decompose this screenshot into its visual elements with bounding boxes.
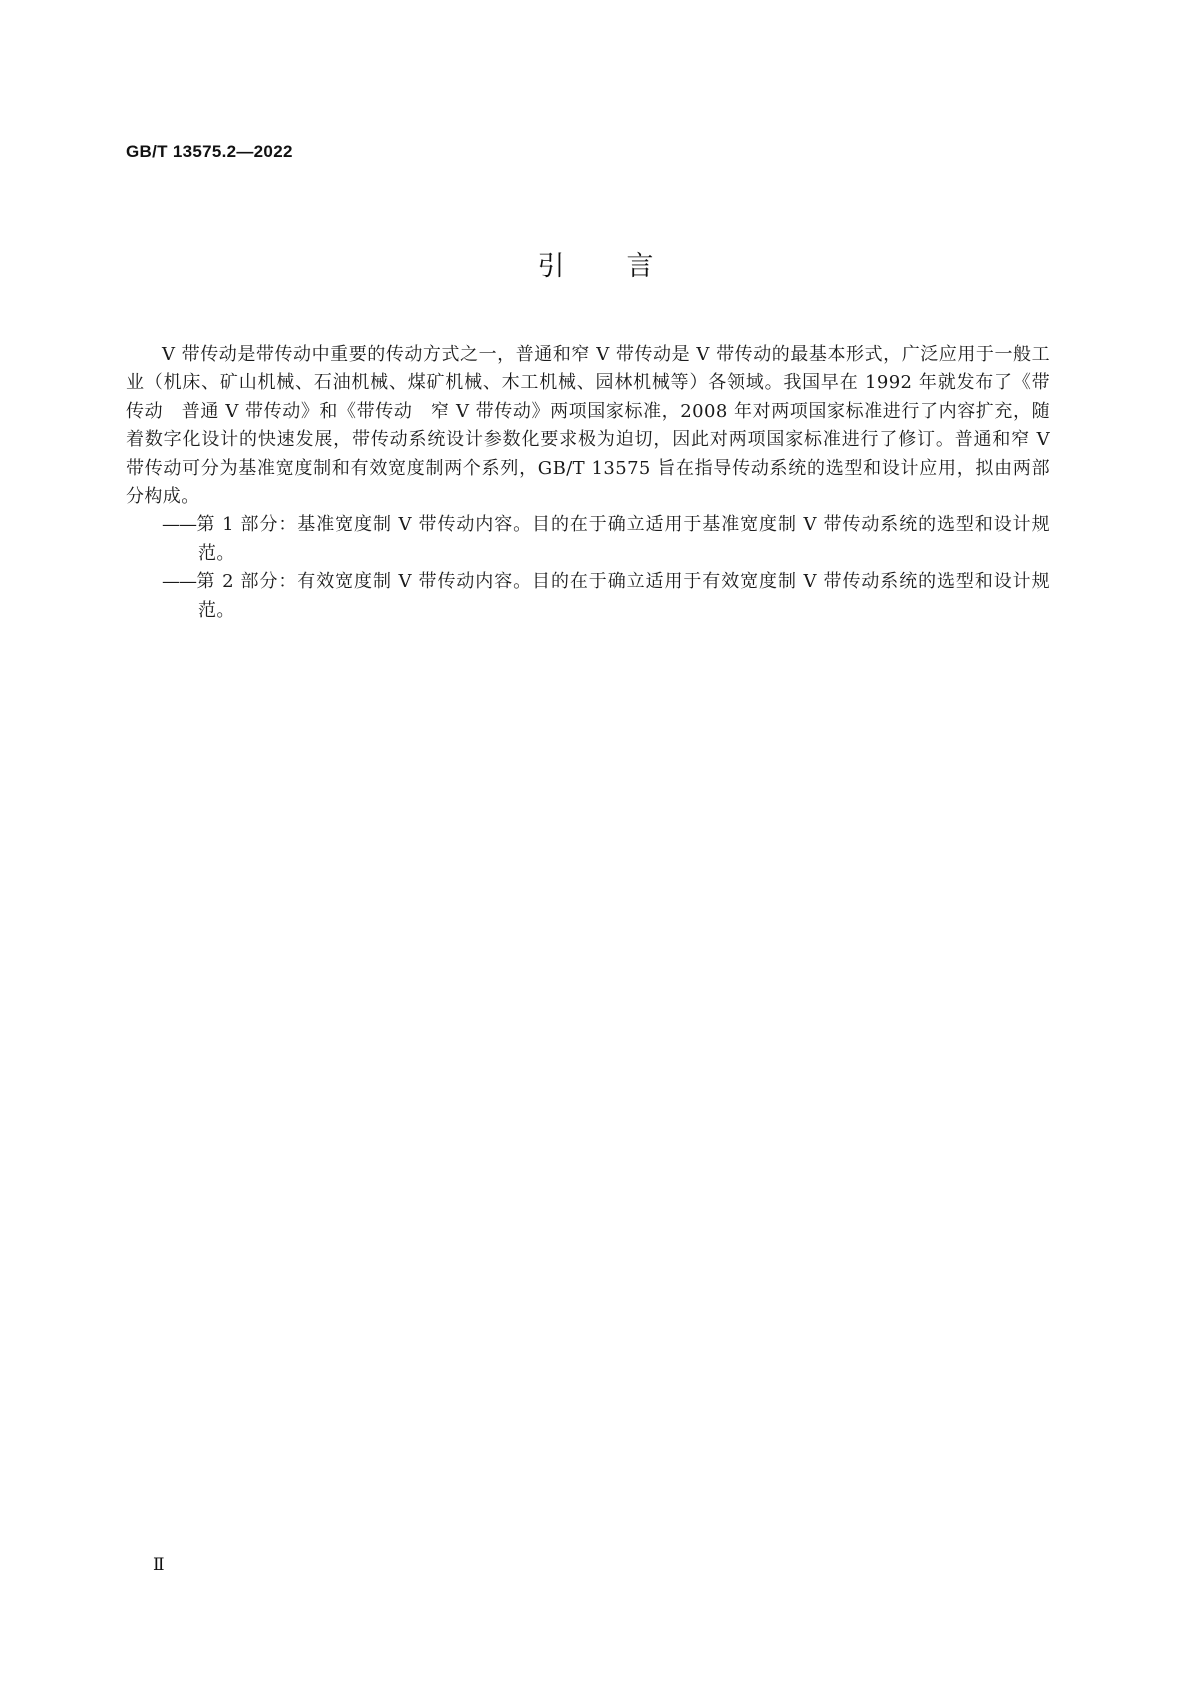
part-2-text: 第 2 部分：有效宽度制 V 带传动内容。目的在于确立适用于有效宽度制 V 带传动系统的选型和设计规范。 (196, 571, 1050, 621)
dash-marker: —— (162, 514, 196, 536)
intro-paragraph: V 带传动是带传动中重要的传动方式之一，普通和窄 V 带传动是 V 带传动的最基本形式，广泛应用于一般工业（机床、矿山机械、石油机械、煤矿机械、木工机械、园林机械等）各领域。我国早在 1992 年就发布了《带传动 普通 V 带传动》和《带传动 窄 V 带传动》两项国家标准，2008 年对两项国家标准进行了内容扩充，随着数字化设计的快速发展，带传动系统设计参数化要求极为迫切，因此对两项国家标准进行了修订。普通和窄 V 带传动可分为基准宽度制和有效宽度制两个系列，GB/T 13575 旨在指导传动系统的选型和设计应用，拟由两部分构成。 (126, 344, 1050, 508)
dash-marker: —— (162, 571, 196, 593)
page-title: 引言 (537, 251, 716, 282)
part-1-text: 第 1 部分：基准宽度制 V 带传动内容。目的在于确立适用于基准宽度制 V 带传动系统的选型和设计规范。 (196, 514, 1050, 564)
part-2-item (162, 568, 1050, 625)
standard-code: GB/T 13575.2—2022 (126, 142, 293, 161)
introduction-body (126, 341, 1050, 625)
part-1-item (162, 511, 1050, 568)
page-number: Ⅱ (153, 1555, 165, 1575)
